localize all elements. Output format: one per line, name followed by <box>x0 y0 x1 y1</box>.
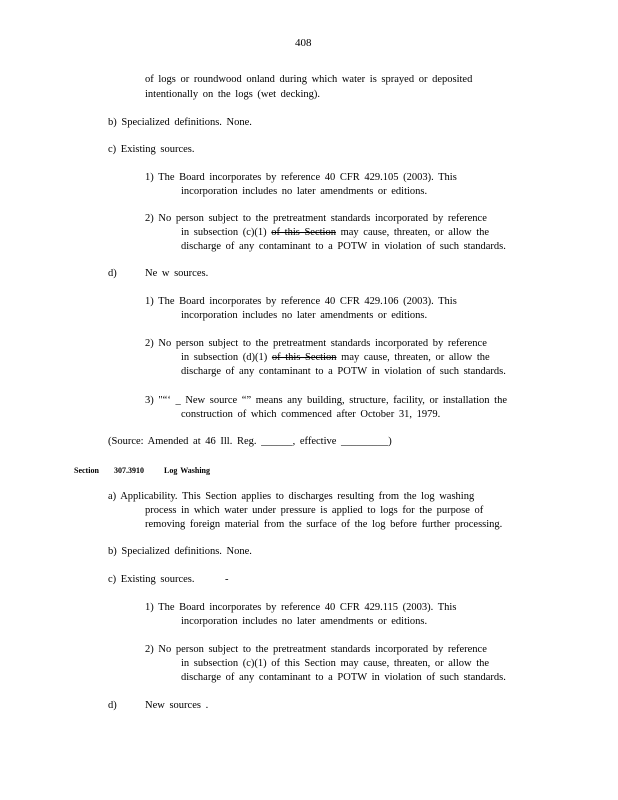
existing-2-line-3: discharge of any contaminant to a POTW in violation of such standards. <box>181 241 506 252</box>
new-sources-label-1: d) <box>108 268 117 279</box>
applicability-line-1: a) Applicability. This Section applies to discharges resulting from the log washing <box>108 491 475 502</box>
continuation-line-1: of logs or roundwood onland during which water is sprayed or deposited <box>145 74 473 85</box>
section-title: Log Washing <box>164 466 210 475</box>
applicability-line-3: removing foreign material from the surface of the log before further processing. <box>145 519 503 530</box>
new-2-line-3: discharge of any contaminant to a POTW in violation of such standards. <box>181 366 506 377</box>
existing-2-line-1: 2) No person subject to the pretreatment standards incorporated by reference <box>145 213 487 224</box>
stray-dash: - <box>225 574 229 585</box>
existing-2-text-b: may cause, threaten, or allow the <box>340 227 490 238</box>
lw-existing-2-line-2: in subsection (c)(1) of this Section may cause, threaten, or allow the <box>181 658 490 669</box>
lw-existing-1-line-2: incorporation includes no later amendments or editions. <box>181 616 428 627</box>
existing-1-line-2: incorporation includes no later amendments or editions. <box>181 186 428 197</box>
specialized-definitions-2: b) Specialized definitions. None. <box>108 546 252 557</box>
new-2-line-1: 2) No person subject to the pretreatment standards incorporated by reference <box>145 338 487 349</box>
new-3-line-1: 3) "“‘ _ New source “” means any building, structure, facility, or installation the <box>145 395 507 406</box>
new-1-line-2: incorporation includes no later amendments or editions. <box>181 310 428 321</box>
section-label: Section <box>74 466 99 475</box>
section-number: 307.3910 <box>114 466 144 475</box>
lw-existing-1-line-1: 1) The Board incorporates by reference 40 CFR 429.115 (2003). This <box>145 602 457 613</box>
specialized-definitions-1: b) Specialized definitions. None. <box>108 117 252 128</box>
new-3-line-2: construction of which commenced after October 31, 1979. <box>181 409 441 420</box>
new-sources-heading-1: Ne w sources. <box>145 268 209 279</box>
existing-1-line-1: 1) The Board incorporates by reference 40 CFR 429.105 (2003). This <box>145 172 457 183</box>
new-sources-label-2: d) <box>108 700 117 711</box>
applicability-line-2: process in which water under pressure is applied to logs for the purpose of <box>145 505 484 516</box>
deleted-text: of this Section <box>271 352 337 363</box>
existing-2-line-2 <box>181 226 489 240</box>
existing-sources-heading-1: c) Existing sources. <box>108 144 195 155</box>
existing-sources-heading-2: c) Existing sources. <box>108 574 195 585</box>
lw-existing-2-line-3: discharge of any contaminant to a POTW in violation of such standards. <box>181 672 506 683</box>
new-2-text-b: may cause, threaten, or allow the <box>341 352 490 363</box>
new-2-text-a: in subsection (d)(1) <box>181 352 268 363</box>
page-number: 408 <box>295 37 312 49</box>
existing-2-text-a: in subsection (c)(1) <box>181 227 267 238</box>
continuation-line-2: intentionally on the logs (wet decking). <box>145 89 321 100</box>
new-2-line-2 <box>181 351 490 365</box>
new-1-line-1: 1) The Board incorporates by reference 40 CFR 429.106 (2003). This <box>145 296 457 307</box>
deleted-text: of this Section <box>271 227 336 238</box>
new-sources-heading-2: New sources . <box>145 700 209 711</box>
lw-existing-2-line-1: 2) No person subject to the pretreatment standards incorporated by reference <box>145 644 487 655</box>
source-note: (Source: Amended at 46 Ill. Reg. ______, effective _________) <box>108 436 392 447</box>
